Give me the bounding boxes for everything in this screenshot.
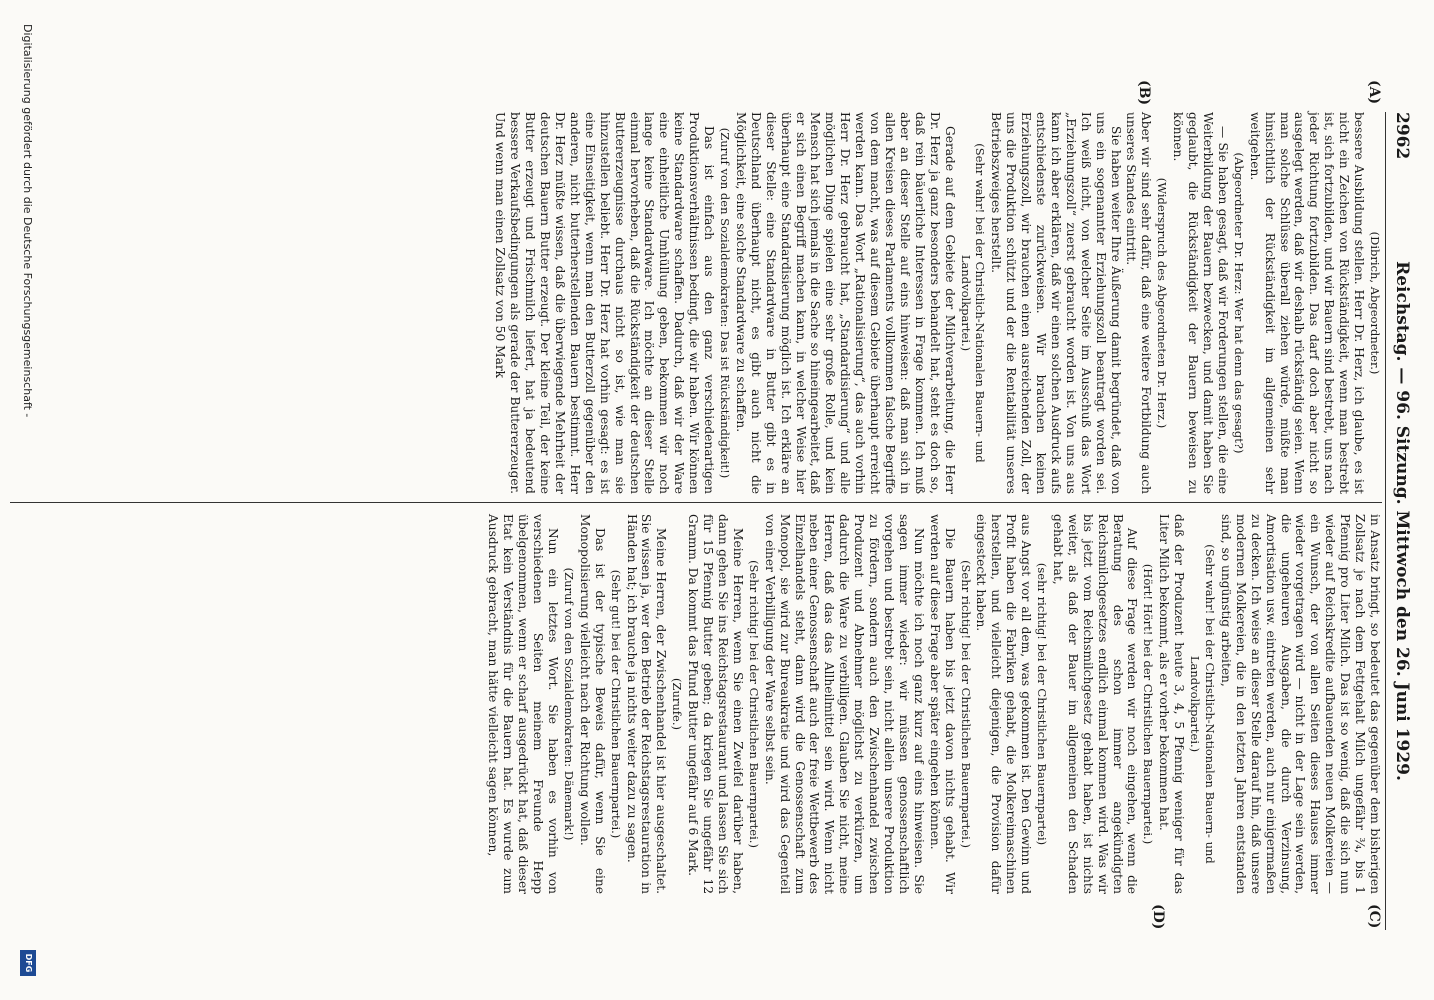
interjection: (Abgeordneter Dr. Herz: Wer hat denn das gesagt?) xyxy=(1231,152,1246,454)
digitization-credit xyxy=(17,24,37,976)
interjection: (Sehr richtig! bei der Christlichen Bauernpartei.) xyxy=(958,560,973,848)
interjection: (Zurufe.) xyxy=(670,678,685,730)
page-number: 2962 xyxy=(1392,112,1412,160)
paragraph: Meine Herren, der Zwischenhandel ist hier ausgeschaltet. Sie wissen ja, wer den Betrieb der Reichstagsrestauration in Händen hat; ich brauche ja nichts weiter dazu zu sagen. xyxy=(624,514,669,894)
interjection: (Widerspruch des Abgeordneten Dr. Herz.) xyxy=(1155,177,1170,429)
interjection: (Sehr wahr! bei der Christlich-Nationalen Bauern- und Landvolkpartei.) xyxy=(958,143,988,463)
credit-text: Digitalisierung gefördert durch die Deutsche Forschungsgemeinschaft - xyxy=(21,24,34,418)
paragraph: Das ist einfach aus den ganz verschiedenartigen Produktionsverhältnissen bedingt, die wir haben. Wir können keine Standardware schaffen. Dadurch, daß wir der Ware eine einheitliche Umhüllung geben, bekommen wir noch lange keine Standardware. Ich möchte an dieser Stelle einmal hervorheben, daß die Rückständigkeit der deutschen Buttererzeugnisse durchaus nicht so ist, wie man sie hinzustellen beliebt. Herr Dr. Herz hat vorhin gesagt: es ist eine Einseitigkeit, wenn man den Butterzoll gegenüber den anderen, nicht butterherstellenden Bauern bestimmt. Herr Dr. Herz müßte wissen, daß die überwiegende Mehrheit der deutschen Bauern Butter erzeugt. Der kleine Teil, der keine Butter erzeugt und Frischmilch liefert, hat ja bedeutend bessere Verkaufsbedingungen als gerade der Buttererzeuger. Und wenn man einen Zollsatz von 50 Mark xyxy=(493,112,717,494)
interjection: (Sehr richtig! bei der Christlichen Bauernpartei.) xyxy=(746,560,761,848)
interjection: (sehr richtig! bei der Christlichen Bauernpartei) xyxy=(1035,562,1050,846)
interjection: (Sehr wahr! bei der Christlich-Nationalen Bauern- und Landvolkpartei.) xyxy=(1188,544,1218,864)
left-column xyxy=(492,112,1382,494)
margin-marker-a: (A) xyxy=(1366,80,1382,105)
paragraph: Nun ein letztes Wort. Sie haben es vorhin von verschiedenen Seiten meinem Freunde Hepp übelgenommen, wenn er scharf ausgedrückt hat, daß dieser Etat kein Verständnis für die Bauern hat. Es wurde zum Ausdruck gebracht, man hätte vielleicht sagen können, xyxy=(486,514,561,894)
paragraph: Gerade auf dem Gebiete der Milchverarbeitung, die Herr Dr. Herz ja ganz besonders behandelt hat, steht es doch so, daß rein bäuerliche Interessen in Frage kommen. Ich muß aber an dieser Stelle auf eins hinweisen: daß man sich in allen Kreisen dieses Parlaments vollkommen falsche Begriffe von dem macht, was auf diesem Gebiete überhaupt erreicht werden kann. Das Wort „Rationalisierung“, das auch vorhin Herr Dr. Herz gebraucht hat, „Standardisierung“ und alle möglichen Dinge spielen eine sehr große Rolle, und kein Mensch hat sich jemals in die Sache so hineingearbeitet, daß er sich einen Begriff machen kann, in welcher Weise hier überhaupt eine Standardisierung möglich ist. Ich erkläre an dieser Stelle: eine Standardware in Butter gibt es in Deutschland überhaupt nicht, es gibt auch nicht die Möglichkeit, eine solche Standardware zu schaffen. xyxy=(733,112,957,494)
margin-marker-d: (D) xyxy=(1150,904,1166,930)
paragraph: daß der Produzent heute 3, 4, 5 Pfennig weniger für das Liter Milch bekommt, als er vorher bekommen hat. xyxy=(1157,514,1187,894)
paragraph: Meine Herren, wenn Sie einen Zweifel darüber haben, dann gehen Sie ins Reichstagsrestaurant und lassen Sie sich für 15 Pfennig Butter geben; da kriegen Sie ungefähr 12 Gramm. Da kommt das Pfund Butter ungefähr auf 6 Mark. xyxy=(686,514,745,894)
running-head: Reichstag. — 96. Sitzung. Mittwoch den 26. Juni 1929. xyxy=(1392,261,1412,781)
paragraph: in Ansatz bringt, so bedeutet das gegenüber dem bisherigen Zollsatz je nach dem Fettgehalt Milch ungefähr ¾, bis 1 Pfennig pro Liter Milch. Das ist so wenig, daß die sich nun wieder auf Reichskredite aufbauenden neuen Molkereien — ein Wunsch, der von allen Seiten dieses Hauses immer wieder vorgetragen wird — nicht in der Lage sein werden, die ungeheuren Ausgaben, die durch Verzinsung, Amortisation usw. eintreten werden, auch nur einigermaßen zu decken. Ich weise an dieser Stelle darauf hin, daß unsere modernen Molkereien, die in den letzten Jahren entstanden sind, so ungünstig arbeiten, xyxy=(1218,514,1382,894)
column-divider xyxy=(10,502,1382,503)
paragraph: aus Angst vor all dem, was gekommen ist. Den Gewinn und Profit haben die Fabriken gehabt, die Molkereimaschinen herstellen, und vielleicht diejenigen, die Provision dafür eingesteckt haben. xyxy=(974,514,1034,894)
speaker-heading: (Dibrich, Abgeordneter.) xyxy=(1368,231,1382,375)
paragraph: Auf diese Frage werden wir noch eingehen, wenn die Beratung des schon immer angekündigten Reichsmilchgesetzes endlich einmal kommen wird. Was wir bis jetzt vom Reichsmilchgesetz gehabt haben, ist nichts weiter, als daß der Bauer im allgemeinen den Schaden gehabt hat, xyxy=(1050,514,1140,894)
dfg-logo: DFG xyxy=(20,950,36,976)
paragraph: Die Bauern haben bis jetzt davon nichts gehabt. Wir werden auf diese Frage aber später eingehen können. xyxy=(927,514,957,894)
interjection: (Sehr gut! bei der Christlichen Bauernpartei.) xyxy=(608,569,623,839)
right-column xyxy=(485,514,1382,894)
paragraph: — Sie haben gesagt, daß wir Forderungen stellen, die eine Weiterbildung der Bauern bezwecken, und damit haben Sie geglaubt, die Rückständigkeit der Bauern beweisen zu können. xyxy=(1171,112,1230,494)
margin-marker-c: (C) xyxy=(1366,904,1382,929)
paragraph: Aber wir sind sehr dafür, daß eine weitere Fortbildung auch unseres Standes eintritt. xyxy=(1124,112,1154,494)
paragraph: Nun möchte ich noch ganz kurz auf eins hinweisen. Sie sagen immer wieder: wir müssen genossenschaftlich vorgehen und bestrebt sein, nicht allein unsere Produktion zu fördern, sondern auch den Zwischenhandel zwischen Produzent und Abnehmer möglichst zu verkürzen, um dadurch die Ware zu verbilligen. Glauben Sie nicht, meine Herren, daß das das Allheilmittel sein wird. Wenn nicht neben einer Genossenschaft auch der freie Wettbewerb des Einzelhandels steht, dann wird die Genossenschaft zum Monopol, sie wird zur Bureaukratie und wird das Gegenteil von einer Verbilligung der Ware selbst sein. xyxy=(762,514,926,894)
margin-marker-b: (B) xyxy=(1136,80,1152,106)
page-header xyxy=(1385,112,1418,930)
paragraph: Sie haben weiter Ihre Äußerung damit begründet, daß von uns ein sogenannter Erziehungszoll beantragt worden sei. Ich weiß nicht, von welcher Seite im Ausschuß das Wort „Erziehungszoll“ zuerst gebraucht worden ist. Von uns aus kann ich aber erklären, daß wir einen solchen Ausdruck aufs entschiedenste zurückweisen. Wir brauchen keinen Erziehungszoll, wir brauchen einen ausreichenden Zoll, der uns die Produktion schützt und der die Rentabilität unseres Betriebszweiges herstellt. xyxy=(989,112,1123,494)
interjection: (Zuruf von den Sozialdemokraten: Dänemark!) xyxy=(561,567,576,841)
paragraph: bessere Ausbildung stellen. Herr Dr. Herz, ich glaube, es ist nicht ein Zeichen von Rückständigkeit, wenn man bestrebt ist, sich fortzubilden, und wir Bauern sind bestrebt, uns nach jeder Richtung fortzubilden. Das darf doch aber nicht so ausgelegt werden, daß wir deshalb rückständig seien. Wenn man solche Schlüsse überall ziehen würde, müßte man hinsichtlich der Rückständigkeit im allgemeinen sehr weitgehen. xyxy=(1247,112,1367,494)
interjection: (Hört! Hört! bei der Christlichen Bauernpartei.) xyxy=(1141,563,1156,845)
interjection: (Zuruf von den Sozialdemokraten: Das ist Rückständigkeit!) xyxy=(718,127,733,479)
paragraph: Das ist der typische Beweis dafür, wenn Sie eine Monopolisierung vielleicht nach der Richtung wollen. xyxy=(577,514,607,894)
